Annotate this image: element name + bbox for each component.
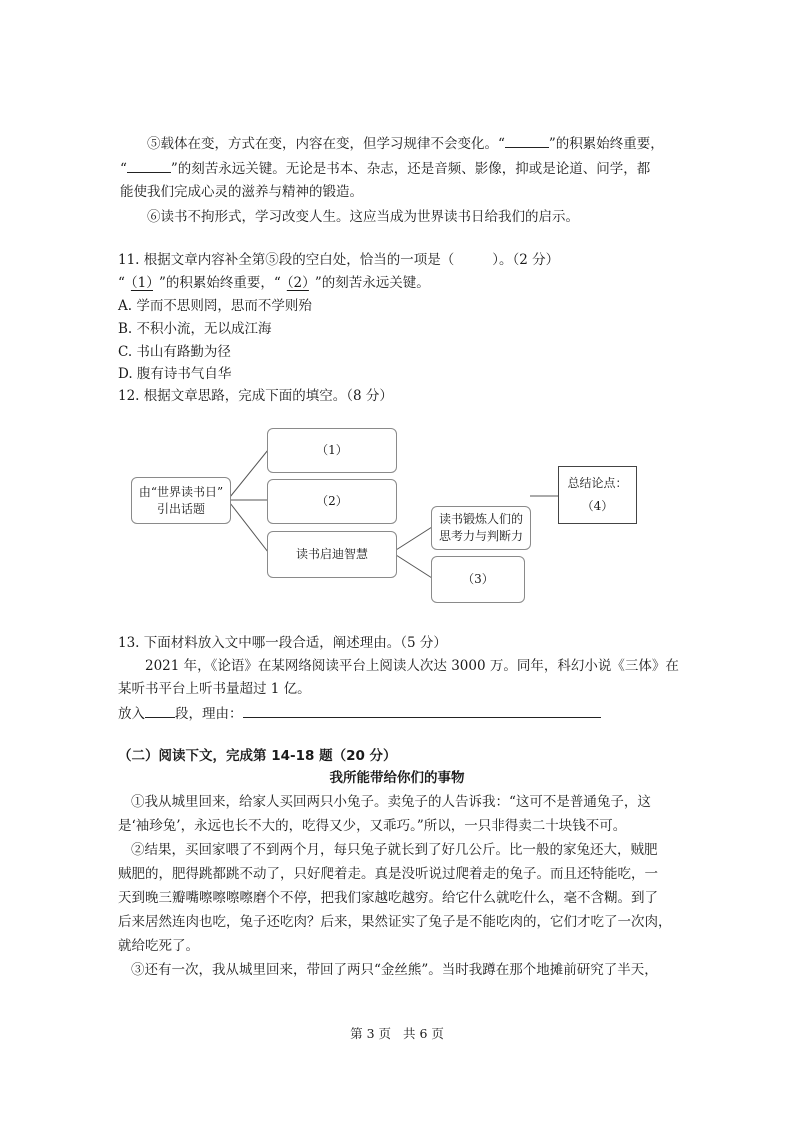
q13-material-line2: 某听书平台上听书量超过 1 亿。 bbox=[118, 681, 311, 697]
q11-option-c[interactable]: C. 书山有路勤为径 bbox=[118, 344, 231, 360]
article-p3-line1: ③还有一次，我从城里回来，带回了两只“金丝熊”。当时我蹲在那个地摊前研究了半天， bbox=[131, 962, 658, 978]
passage-p6: ⑥读书不拘形式，学习改变人生。这应当成为世界读书日给我们的启示。 bbox=[147, 209, 579, 225]
article-title: 我所能带给你们的事物 bbox=[329, 770, 465, 786]
diagram-start-box: 由“世界读书日” 引出话题 bbox=[131, 477, 231, 524]
q11-option-a[interactable]: A. 学而不思则罔，思而不学则殆 bbox=[118, 298, 312, 314]
q11-blank-2: （2） bbox=[286, 275, 309, 291]
q12-stem: 12. 根据文章思路，完成下面的填空。（8 分） bbox=[118, 388, 393, 404]
passage-p5-line1: ⑤载体在变，方式在变，内容在变，但学习规律不会变化。“ ”的积累始终重要， bbox=[147, 132, 675, 154]
q13-reason-blank[interactable] bbox=[243, 702, 601, 718]
diagram-sub-1: 读书锻炼人们的 思考力与判断力 bbox=[431, 506, 531, 550]
section2-heading: （二）阅读下文，完成第 14-18 题（20 分） bbox=[118, 748, 397, 764]
passage-p5-line2: “ ”的刻苦永远关键。无论是书本、杂志，还是音频、影像，抑或是论道、问学，都 bbox=[120, 157, 675, 179]
article-p2-line3: 天到晚三瓣嘴嚓嚓嚓嚓磨个不停，把我们家越吃越穷。给它什么就吃什么，毫不含糊。到了 bbox=[118, 890, 658, 906]
q11-blank-1: （1） bbox=[130, 275, 153, 291]
article-p2-line4: 后来居然连肉也吃，兔子还吃肉？后来，果然证实了兔子是不能吃肉的，它们才吃了一次肉， bbox=[118, 914, 672, 930]
passage-p5-line3: 能使我们完成心灵的滋养与精神的锻造。 bbox=[120, 184, 363, 200]
article-p1-line1: ①我从城里回来，给家人买回两只小兔子。卖兔子的人告诉我：“这可不是普通兔子，这 bbox=[131, 794, 651, 810]
q11-option-b[interactable]: B. 不积小流，无以成江海 bbox=[118, 321, 272, 337]
article-p2-line1: ②结果，买回家喂了不到两个月，每只兔子就长到了好几公斤。比一般的家兔还大，贼肥 bbox=[131, 842, 658, 858]
page-total: 共 6 页 bbox=[403, 1026, 444, 1041]
diagram-branch-1[interactable]: （1） bbox=[267, 428, 397, 473]
q11-line2: “ （1） ”的积累始终重要，“ （2） ”的刻苦永远关键。 bbox=[118, 275, 430, 291]
article-p1-line2: 是‘袖珍兔’，永远也长不大的，吃得又少，又乖巧。”所以，一只非得卖二十块钱不可。 bbox=[118, 818, 627, 834]
q11-option-d[interactable]: D. 腹有诗书气自华 bbox=[118, 366, 232, 382]
q13-paragraph-blank[interactable] bbox=[145, 702, 175, 718]
q13-answer-line: 放入 段，理由： bbox=[118, 702, 601, 724]
diagram-branch-3: 读书启迪智慧 bbox=[267, 531, 397, 578]
article-p2-line2: 贼肥的，肥得跳都跳不动了，只好爬着走。真是没听说过爬着走的兔子。而且还特能吃，一 bbox=[118, 866, 658, 882]
page-number: 第 3 页 bbox=[350, 1026, 391, 1041]
page-footer bbox=[0, 1024, 794, 1042]
diagram-sub-2[interactable]: （3） bbox=[431, 556, 525, 603]
diagram-end-box[interactable]: 总结论点： （4） bbox=[558, 466, 637, 524]
q13-material-line1: 2021 年，《论语》在某网络阅读平台上阅读人次达 3000 万。同年，科幻小说《三体》在 bbox=[145, 658, 679, 674]
q13-stem: 13. 下面材料放入文中哪一段合适，阐述理由。（5 分） bbox=[118, 635, 447, 651]
q11-stem: 11. 根据文章内容补全第⑤段的空白处，恰当的一项是（ ）。（2 分） bbox=[118, 252, 560, 268]
diagram-branch-2[interactable]: （2） bbox=[267, 479, 397, 524]
article-p2-line5: 就给吃死了。 bbox=[118, 938, 199, 954]
